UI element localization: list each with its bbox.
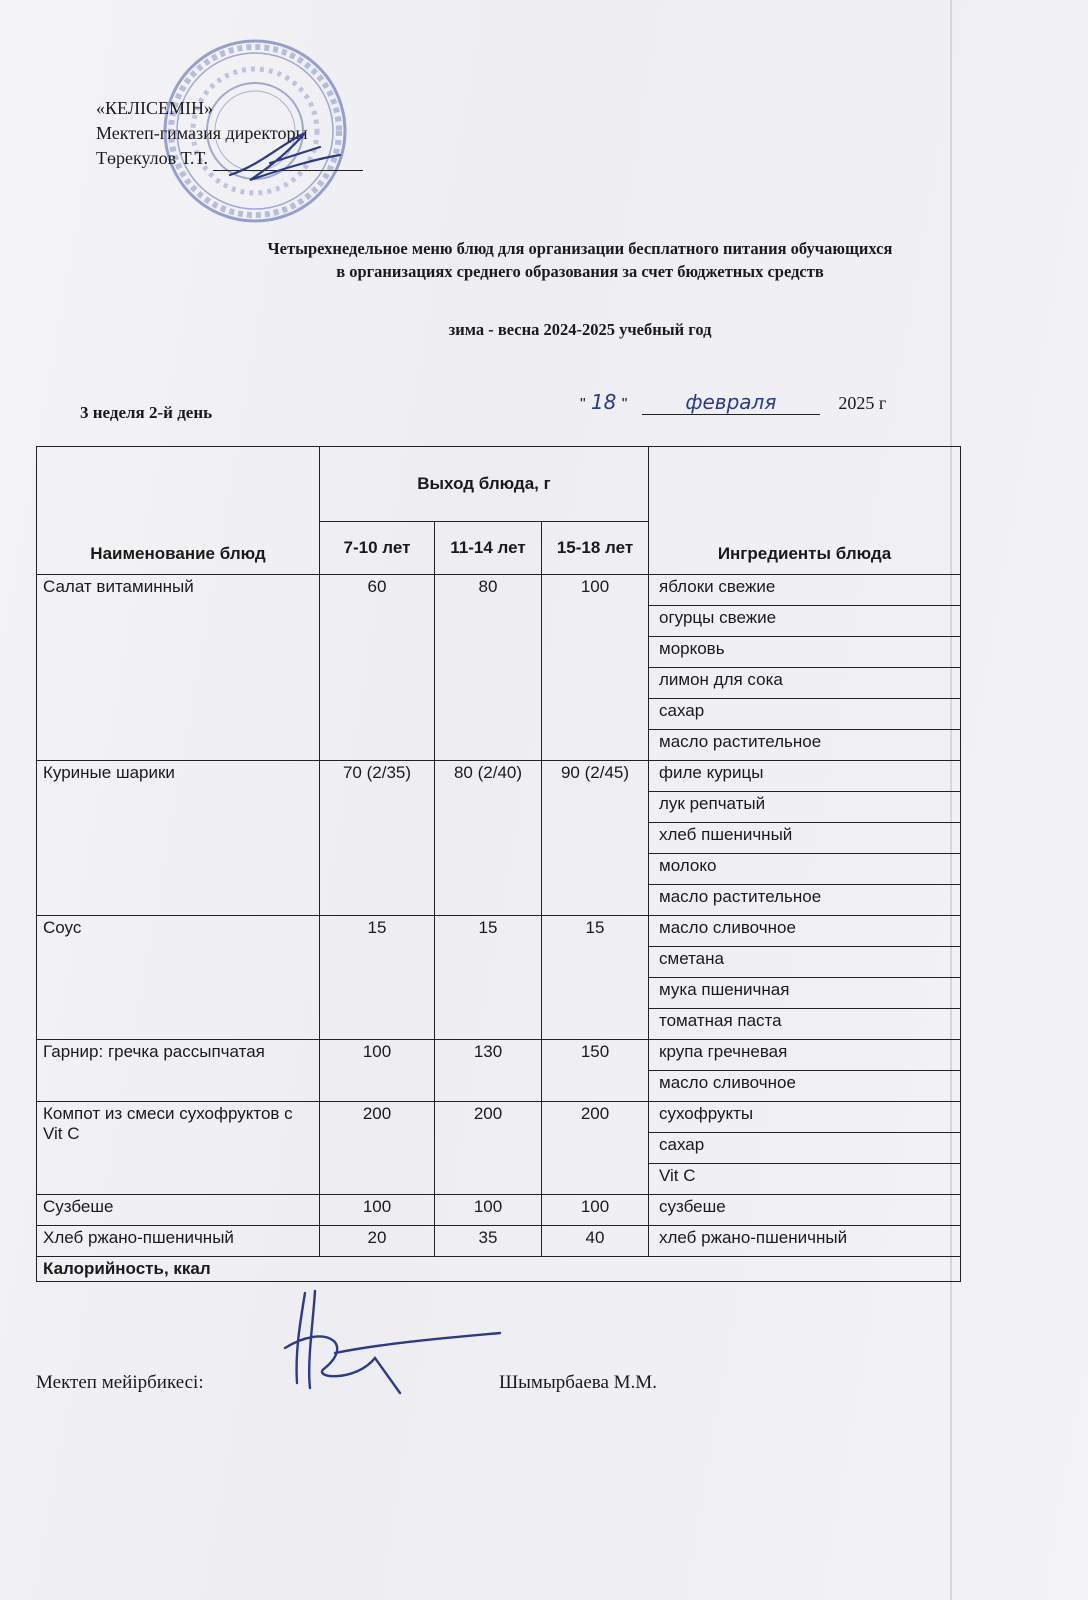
yield-15-18: 100 (542, 1195, 649, 1226)
ingredient-cell: крупа гречневая (649, 1040, 961, 1071)
ingredient-cell: сузбеше (649, 1195, 961, 1226)
yield-11-14: 80 (435, 575, 542, 761)
date-month: февраля (642, 390, 820, 415)
ingredient-cell: хлеб ржано-пшеничный (649, 1226, 961, 1257)
ingredient-cell: морковь (649, 637, 961, 668)
yield-7-10: 100 (320, 1040, 435, 1102)
ingredient-cell: масло растительное (649, 730, 961, 761)
yield-7-10: 200 (320, 1102, 435, 1195)
yield-15-18: 40 (542, 1226, 649, 1257)
table-row (37, 1040, 961, 1071)
nurse-name: Шымырбаева М.М. (499, 1372, 657, 1393)
yield-11-14: 130 (435, 1040, 542, 1102)
date-line (580, 390, 886, 420)
ingredient-cell: лук репчатый (649, 792, 961, 823)
ingredient-cell: молоко (649, 854, 961, 885)
date-day: 18 (590, 390, 617, 414)
yield-7-10: 15 (320, 916, 435, 1040)
footer (36, 1372, 657, 1394)
date-close-quote: " (621, 396, 628, 413)
dish-name: Хлеб ржано-пшеничный (37, 1226, 320, 1257)
yield-7-10: 70 (2/35) (320, 761, 435, 916)
season-title: зима - весна 2024-2025 учебный год (448, 320, 712, 339)
menu-body (37, 575, 961, 1257)
yield-15-18: 150 (542, 1040, 649, 1102)
yield-7-10: 60 (320, 575, 435, 761)
header-row (37, 447, 961, 522)
ingredient-cell: сахар (649, 1133, 961, 1164)
ingredient-cell: лимон для сока (649, 668, 961, 699)
header-age-15-18: 15-18 лет (542, 522, 649, 575)
dish-name: Соус (37, 916, 320, 1040)
title-line-2: в организациях среднего образования за счет бюджетных средств (336, 262, 824, 281)
yield-11-14: 80 (2/40) (435, 761, 542, 916)
ingredient-cell: яблоки свежие (649, 575, 961, 606)
ingredient-cell: сметана (649, 947, 961, 978)
ingredient-cell: мука пшеничная (649, 978, 961, 1009)
dish-name: Сузбеше (37, 1195, 320, 1226)
week-day-label: 3 неделя 2-й день (80, 403, 213, 422)
calories-label: Калорийность, ккал (37, 1257, 961, 1282)
yield-11-14: 100 (435, 1195, 542, 1226)
approval-position: Мектеп-гимазия директоры (96, 123, 308, 143)
ingredient-cell: филе курицы (649, 761, 961, 792)
table-row (37, 1226, 961, 1257)
yield-11-14: 200 (435, 1102, 542, 1195)
menu-table (36, 446, 961, 1282)
yield-15-18: 90 (2/45) (542, 761, 649, 916)
director-signature-icon (210, 125, 370, 190)
ingredient-cell: хлеб пшеничный (649, 823, 961, 854)
dish-name: Куриные шарики (37, 761, 320, 916)
header-age-7-10: 7-10 лет (320, 522, 435, 575)
dish-name: Салат витаминный (37, 575, 320, 761)
ingredient-cell: огурцы свежие (649, 606, 961, 637)
title-line-1: Четырехнедельное меню блюд для организации бесплатного питания обучающихся (267, 239, 893, 258)
header-yield: Выход блюда, г (320, 447, 649, 522)
header-dish: Наименование блюд (37, 447, 320, 575)
yield-7-10: 20 (320, 1226, 435, 1257)
date-year: 2025 г (838, 393, 887, 413)
ingredient-cell: масло сливочное (649, 916, 961, 947)
header-age-11-14: 11-14 лет (435, 522, 542, 575)
yield-15-18: 200 (542, 1102, 649, 1195)
yield-15-18: 15 (542, 916, 649, 1040)
ingredient-cell: сахар (649, 699, 961, 730)
yield-7-10: 100 (320, 1195, 435, 1226)
ingredient-cell: Vit C (649, 1164, 961, 1195)
nurse-signature-icon (265, 1283, 505, 1403)
approval-label: «КЕЛІСЕМІН» (96, 98, 213, 118)
ingredient-cell: сухофрукты (649, 1102, 961, 1133)
table-row (37, 1195, 961, 1226)
table-row (37, 761, 961, 792)
dish-name: Гарнир: гречка рассыпчатая (37, 1040, 320, 1102)
yield-11-14: 35 (435, 1226, 542, 1257)
ingredient-cell: томатная паста (649, 1009, 961, 1040)
table-row (37, 916, 961, 947)
dish-name: Компот из смеси сухофруктов с Vit C (37, 1102, 320, 1195)
document-title (100, 237, 1060, 283)
yield-11-14: 15 (435, 916, 542, 1040)
nurse-label: Мектеп мейірбикесі: (36, 1372, 204, 1393)
table-row (37, 575, 961, 606)
ingredient-cell: масло растительное (649, 885, 961, 916)
approval-name: Төрекулов Т.Т. (96, 148, 209, 168)
table-row (37, 1102, 961, 1133)
date-open-quote: " (580, 396, 586, 413)
ingredient-cell: масло сливочное (649, 1071, 961, 1102)
calories-row (37, 1257, 961, 1282)
yield-15-18: 100 (542, 575, 649, 761)
header-ingredients: Ингредиенты блюда (649, 447, 961, 575)
